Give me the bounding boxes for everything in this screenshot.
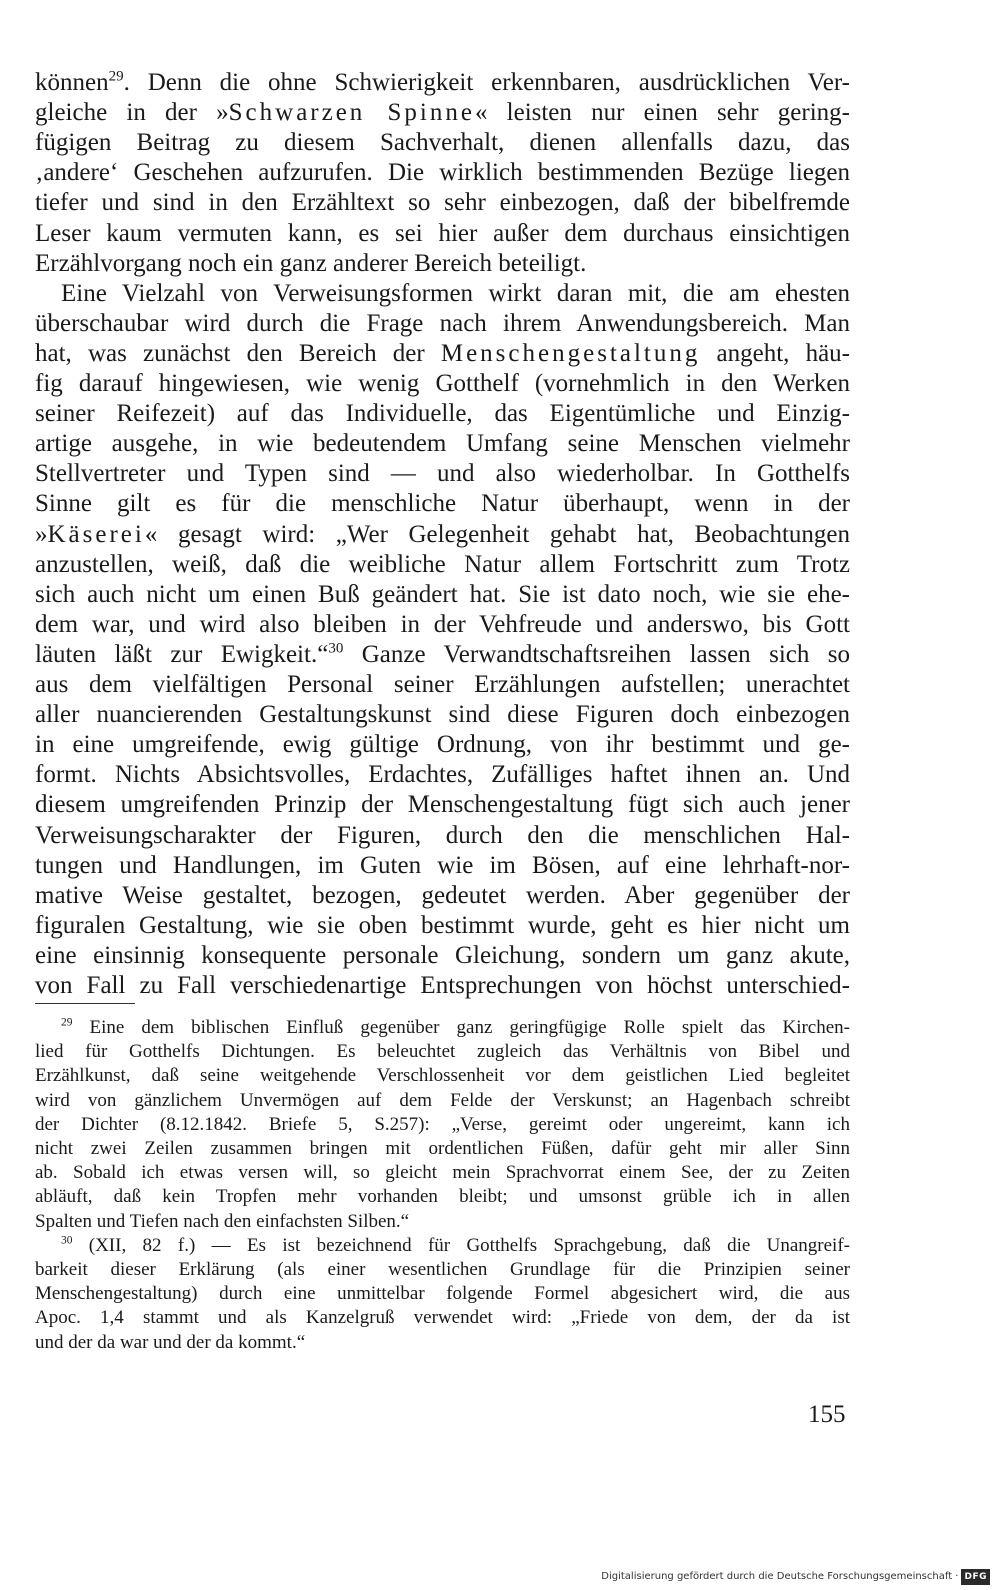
text-segment: mative Weise gestaltet, bezogen, gedeutet werden. Aber gegenüber der bbox=[35, 881, 850, 909]
body-line bbox=[35, 399, 850, 429]
body-line bbox=[35, 971, 850, 1001]
body-line bbox=[35, 429, 850, 459]
text-segment: Spalten und Tiefen nach den einfachsten Silben.“ bbox=[35, 1210, 410, 1232]
dfg-logo-icon: DFG bbox=[961, 1569, 990, 1585]
text-segment: nicht zwei Zeilen zusammen bringen mit ordentlichen Füßen, dafür geht mir aller Sinn bbox=[35, 1138, 850, 1159]
text-segment: (XII, 82 f.) — Es ist bezeichnend für Gotthelfs Sprachgebung, daß die Unangreif- bbox=[72, 1234, 850, 1256]
body-line bbox=[35, 279, 850, 309]
footnote-line bbox=[35, 1161, 850, 1185]
footnote-marker: 29 bbox=[108, 68, 124, 85]
text-segment: Erzählvorgang noch ein ganz anderer Bereich beteiligt. bbox=[35, 249, 587, 277]
footnote-line bbox=[35, 1064, 850, 1088]
text-segment: Verweisungscharakter der Figuren, durch den die menschlichen Hal- bbox=[35, 821, 850, 849]
text-segment: und der da war und der da kommt.“ bbox=[35, 1331, 306, 1353]
body-line bbox=[35, 821, 850, 851]
body-line bbox=[35, 219, 850, 249]
text-segment: Leser kaum vermuten kann, es sei hier außer dem durchaus einsichtigen bbox=[35, 219, 850, 247]
body-line bbox=[35, 941, 850, 971]
body-line bbox=[35, 610, 850, 640]
text-segment: Menschengestaltung) durch eine unmittelbar folgende Formel abgesichert wird, die aus bbox=[35, 1283, 850, 1305]
text-segment: in eine umgreifende, ewig gültige Ordnung, von ihr bestimmt und ge- bbox=[35, 731, 850, 759]
text-segment: angeht, häu- bbox=[700, 339, 850, 367]
body-line bbox=[35, 249, 850, 279]
text-segment: figuralen Gestaltung, wie sie oben bestimmt wurde, geht es hier nicht um bbox=[35, 911, 850, 939]
page-number: 155 bbox=[808, 1401, 846, 1428]
body-line bbox=[35, 309, 850, 339]
dfg-notice-text: Digitalisierung gefördert durch die Deutsche Forschungsgemeinschaft · bbox=[601, 1571, 959, 1582]
footnote-marker: 29 bbox=[61, 1016, 73, 1029]
text-segment: Eine Vielzahl von Verweisungsformen wirkt daran mit, die am ehesten bbox=[61, 279, 850, 307]
text-segment: Käserei bbox=[47, 520, 145, 548]
footnote-line bbox=[35, 1185, 850, 1209]
text-segment: fügigen Beitrag zu diesem Sachverhalt, dienen allenfalls dazu, das bbox=[35, 129, 850, 157]
footnote-line bbox=[35, 1306, 850, 1330]
body-line bbox=[35, 911, 850, 941]
text-segment: Ganze Verwandtschaftsreihen lassen sich so bbox=[343, 640, 850, 668]
text-segment: « gesagt wird: „Wer Gelegenheit gehabt hat, Beobachtungen bbox=[144, 520, 850, 548]
dfg-funding-notice bbox=[601, 1569, 990, 1585]
body-line bbox=[35, 730, 850, 760]
footnote-line bbox=[35, 1040, 850, 1064]
text-segment: lied für Gotthelfs Dichtungen. Es beleuchtet zugleich das Verhältnis von Bibel und bbox=[35, 1041, 850, 1063]
text-segment: dem war, und wird also bleiben in der Vehfreude und anderswo, bis Gott bbox=[35, 610, 850, 638]
body-line bbox=[35, 640, 850, 670]
body-line bbox=[35, 158, 850, 188]
body-line bbox=[35, 459, 850, 489]
text-segment: « leisten nur einen sehr gering- bbox=[474, 99, 850, 127]
text-segment: überschaubar wird durch die Frage nach ihrem Anwendungsbereich. Man bbox=[35, 309, 850, 337]
text-segment: » bbox=[35, 520, 48, 548]
text-segment: ‚andere‘ Geschehen aufzurufen. Die wirklich bestimmenden Bezüge liegen bbox=[35, 159, 850, 187]
body-line bbox=[35, 188, 850, 218]
text-segment: tungen und Handlungen, im Guten wie im Bösen, auf eine lehrhaft-nor- bbox=[35, 851, 850, 879]
footnote-marker: 30 bbox=[61, 1234, 73, 1247]
text-segment: eine einsinnig konsequente personale Gleichung, sondern um ganz akute, bbox=[35, 941, 850, 969]
text-segment: Stellvertreter und Typen sind — und also wiederholbar. In Gotthelfs bbox=[35, 460, 850, 488]
text-segment: wird von gänzlichem Unvermögen auf dem Felde der Verskunst; an Hagenbach schreibt bbox=[35, 1089, 850, 1111]
body-line bbox=[35, 339, 850, 369]
text-segment: Eine dem biblischen Einfluß gegenüber ganz geringfügige Rolle spielt das Kirchen- bbox=[72, 1017, 850, 1038]
footnote-line bbox=[35, 1210, 850, 1234]
body-line bbox=[35, 670, 850, 700]
text-segment: von Fall zu Fall verschiedenartige Entsprechungen von höchst unterschied- bbox=[35, 972, 850, 999]
body-line bbox=[35, 369, 850, 399]
text-segment: Sinne gilt es für die menschliche Natur überhaupt, wenn in der bbox=[35, 490, 850, 518]
body-line bbox=[35, 128, 850, 158]
text-segment: Apoc. 1,4 stammt und als Kanzelgruß verwendet wird: „Friede von dem, der da ist bbox=[35, 1307, 850, 1329]
footnote-line bbox=[35, 1089, 850, 1113]
text-segment: ab. Sobald ich etwas versen will, so gleicht mein Sprachvorrat einem See, der zu Zeiten bbox=[35, 1162, 850, 1184]
text-segment: abläuft, daß kein Tropfen mehr vorhanden bleibt; und umsonst grüble ich in allen bbox=[35, 1186, 850, 1208]
body-line bbox=[35, 881, 850, 911]
footnote-line bbox=[35, 1137, 850, 1161]
text-segment: barkeit dieser Erklärung (als einer wesentlichen Grundlage für die Prinzipien seiner bbox=[35, 1259, 850, 1280]
text-segment: . Denn die ohne Schwierigkeit erkennbaren, ausdrücklichen Ver- bbox=[123, 69, 850, 96]
text-segment: aus dem vielfältigen Personal seiner Erzählungen aufstellen; unerachtet bbox=[35, 671, 850, 698]
text-segment: aller nuancierenden Gestaltungskunst sind diese Figuren doch einbezogen bbox=[35, 701, 850, 729]
footnote-line bbox=[35, 1258, 850, 1282]
footnote-line bbox=[35, 1234, 850, 1258]
text-segment: läuten läßt zur Ewigkeit.“ bbox=[35, 640, 329, 668]
body-line bbox=[35, 760, 850, 790]
text-segment: formt. Nichts Absichtsvolles, Erdachtes, Zufälliges haftet ihnen an. Und bbox=[35, 761, 850, 789]
body-line bbox=[35, 790, 850, 820]
text-segment: fig darauf hingewiesen, wie wenig Gotthelf (vornehmlich in den Werken bbox=[35, 370, 850, 397]
text-segment: seiner Reifezeit) auf das Individuelle, das Eigentümliche und Einzig- bbox=[35, 400, 850, 428]
footnote-line bbox=[35, 1016, 850, 1040]
body-line bbox=[35, 851, 850, 881]
text-segment: Schwarzen Spinne bbox=[228, 99, 475, 127]
footnote-line bbox=[35, 1113, 850, 1137]
text-segment: diesem umgreifenden Prinzip der Menschengestaltung fügt sich auch jener bbox=[35, 791, 850, 819]
text-segment: sich auch nicht um einen Buß geändert hat. Sie ist dato noch, wie sie ehe- bbox=[35, 580, 850, 608]
body-line bbox=[35, 700, 850, 730]
footnote-separator bbox=[35, 1003, 135, 1004]
text-segment: Erzählkunst, daß seine weitgehende Verschlossenheit vor dem geistlichen Lied begleitet bbox=[35, 1065, 850, 1087]
footnote-line bbox=[35, 1282, 850, 1306]
body-line bbox=[35, 98, 850, 128]
text-segment: anzustellen, weiß, daß die weibliche Natur allem Fortschritt zum Trotz bbox=[35, 550, 850, 578]
text-segment: tiefer und sind in den Erzähltext so sehr einbezogen, daß der bibelfremde bbox=[35, 189, 850, 217]
text-segment: können bbox=[35, 69, 109, 96]
body-line bbox=[35, 580, 850, 610]
text-segment: der Dichter (8.12.1842. Briefe 5, S.257): „Verse, gereimt oder ungereimt, kann ich bbox=[35, 1113, 850, 1135]
body-line bbox=[35, 520, 850, 550]
body-line bbox=[35, 68, 850, 98]
footnote-line bbox=[35, 1331, 850, 1355]
text-segment: artige ausgehe, in wie bedeutendem Umfang seine Menschen vielmehr bbox=[35, 430, 850, 458]
text-segment: hat, was zunächst den Bereich der bbox=[35, 339, 441, 367]
text-segment: gleiche in der » bbox=[35, 99, 229, 127]
body-line bbox=[35, 550, 850, 580]
footnote-marker: 30 bbox=[328, 640, 344, 657]
text-segment: Menschengestaltung bbox=[440, 339, 701, 367]
body-line bbox=[35, 489, 850, 519]
